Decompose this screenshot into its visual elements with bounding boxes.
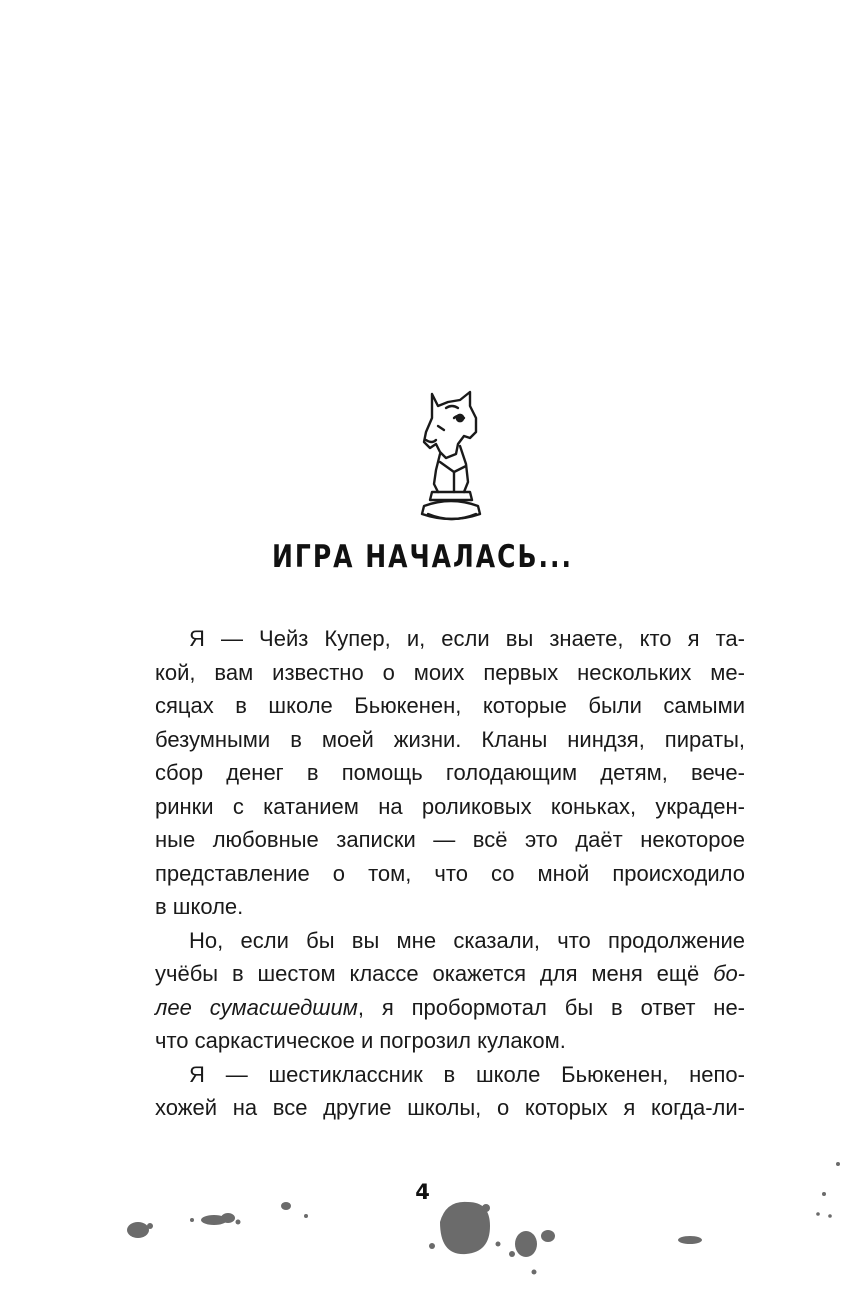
text-line: Я — Чейз Купер, и, если вы знаете, кто я та-	[189, 626, 745, 651]
chapter-title: ИГРА НАЧАЛАСЬ...	[271, 538, 574, 575]
text-line	[155, 991, 745, 1025]
ink-splatter-decoration	[0, 1150, 845, 1312]
text-line	[155, 957, 745, 991]
text-line: сяцах в школе Бьюкенен, которые были самыми	[155, 693, 745, 718]
text-line: Я — шестиклассник в школе Бьюкенен, непо-	[189, 1061, 745, 1087]
text-line: безумными в моей жизни. Кланы ниндзя, пираты,	[155, 726, 745, 752]
text-line: Но, если бы вы мне сказали, что продолжение	[189, 927, 745, 953]
text-line: хожей на все другие школы, о которых я когда-ли-	[155, 1095, 745, 1120]
text-segment: , я пробормотал бы в ответ не-	[357, 994, 746, 1020]
body-text	[155, 622, 745, 1125]
text-line: ные любовные записки — всё это даёт некоторое	[155, 827, 745, 852]
text-line: сбор денег в помощь голодающим детям, вече-	[155, 760, 745, 785]
text-line: представление о том, что со мной происходило	[155, 860, 745, 886]
text-line: ринки с катанием на роликовых коньках, украден-	[155, 793, 745, 819]
page-number: 4	[415, 1180, 430, 1204]
knight-chess-piece-icon	[410, 388, 492, 526]
italic-segment: лее сумасшедшим	[155, 994, 358, 1020]
text-line: в школе.	[155, 894, 244, 919]
text-segment: учёбы в шестом классе окажется для меня ещё	[155, 961, 714, 986]
text-line: кой, вам известно о моих первых нескольких ме-	[155, 659, 745, 685]
italic-segment: бо-	[713, 961, 745, 986]
text-line: что саркастическое и погрозил кулаком.	[155, 1028, 566, 1053]
